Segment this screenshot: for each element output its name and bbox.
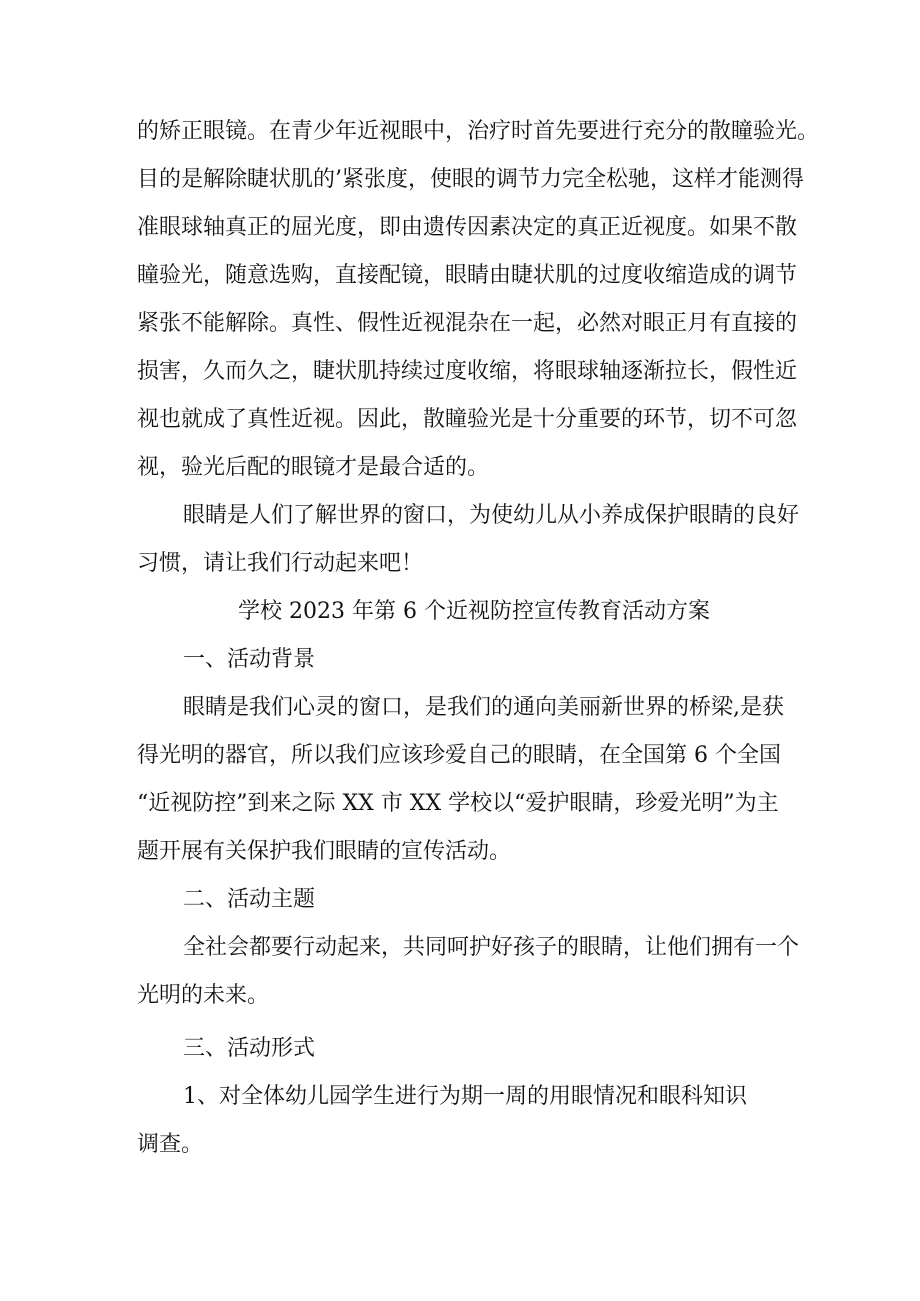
text-line-3: 准眼球轴真正的屈光度，即由遗传因素决定的真正近视度。如果不散: [137, 215, 798, 240]
text-line-6: 损害，久而久之，睫状肌持续过度收缩，将眼球轴逐渐拉长，假性近: [137, 359, 798, 384]
text-line-7: 视也就成了真性近视。因此，散瞳验光是十分重要的环节，切不可忽: [137, 407, 798, 432]
paragraph-eye-window-line-2: 习惯，请让我们行动起来吧！: [137, 551, 424, 576]
list-item-1-line-1: 1、对全体幼儿园学生进行为期一周的用眼情况和眼科知识: [183, 1084, 747, 1109]
heading-activity-theme: 二、活动主题: [183, 887, 316, 912]
text-line-4: 瞳验光，随意选购，直接配镜，眼睛由睫状肌的过度收缩造成的调节: [137, 263, 798, 288]
paragraph-background-line-4: 题开展有关保护我们眼睛的宣传活动。: [137, 839, 512, 864]
paragraph-background-line-2: 得光明的器官，所以我们应该珍爱自己的眼睛，在全国第 6 个全国: [137, 743, 781, 768]
list-item-1-line-2: 调查。: [137, 1132, 204, 1157]
text-line-8: 视，验光后配的眼镜才是最合适的。: [137, 455, 490, 480]
paragraph-theme-line-2: 光明的未来。: [137, 983, 270, 1008]
heading-activity-background: 一、活动背景: [183, 647, 316, 672]
paragraph-background-line-3: “近视防控”到来之际 XX 市 XX 学校以“爱护眼睛，珍爱光明”为主: [137, 791, 779, 816]
paragraph-eye-window-line-1: 眼睛是人们了解世界的窗口，为使幼儿从小养成保护眼睛的良好: [183, 503, 800, 528]
text-line-1: 的矫正眼镜。在青少年近视眼中，治疗时首先要进行充分的散瞳验光。: [137, 119, 820, 144]
paragraph-background-line-1: 眼睛是我们心灵的窗口，是我们的通向美丽新世界的桥梁,是获: [183, 695, 784, 720]
text-line-2: 目的是解除睫状肌的’紧张度，使眼的调节力完全松驰，这样才能测得: [137, 167, 804, 192]
text-line-5: 紧张不能解除。真性、假性近视混杂在一起，必然对眼正月有直接的: [137, 311, 798, 336]
paragraph-theme-line-1: 全社会都要行动起来，共同呵护好孩子的眼睛，让他们拥有一个: [183, 935, 800, 960]
heading-activity-form: 三、活动形式: [183, 1036, 316, 1061]
section-title: 学校 2023 年第 6 个近视防控宣传教育活动方案: [238, 599, 710, 624]
